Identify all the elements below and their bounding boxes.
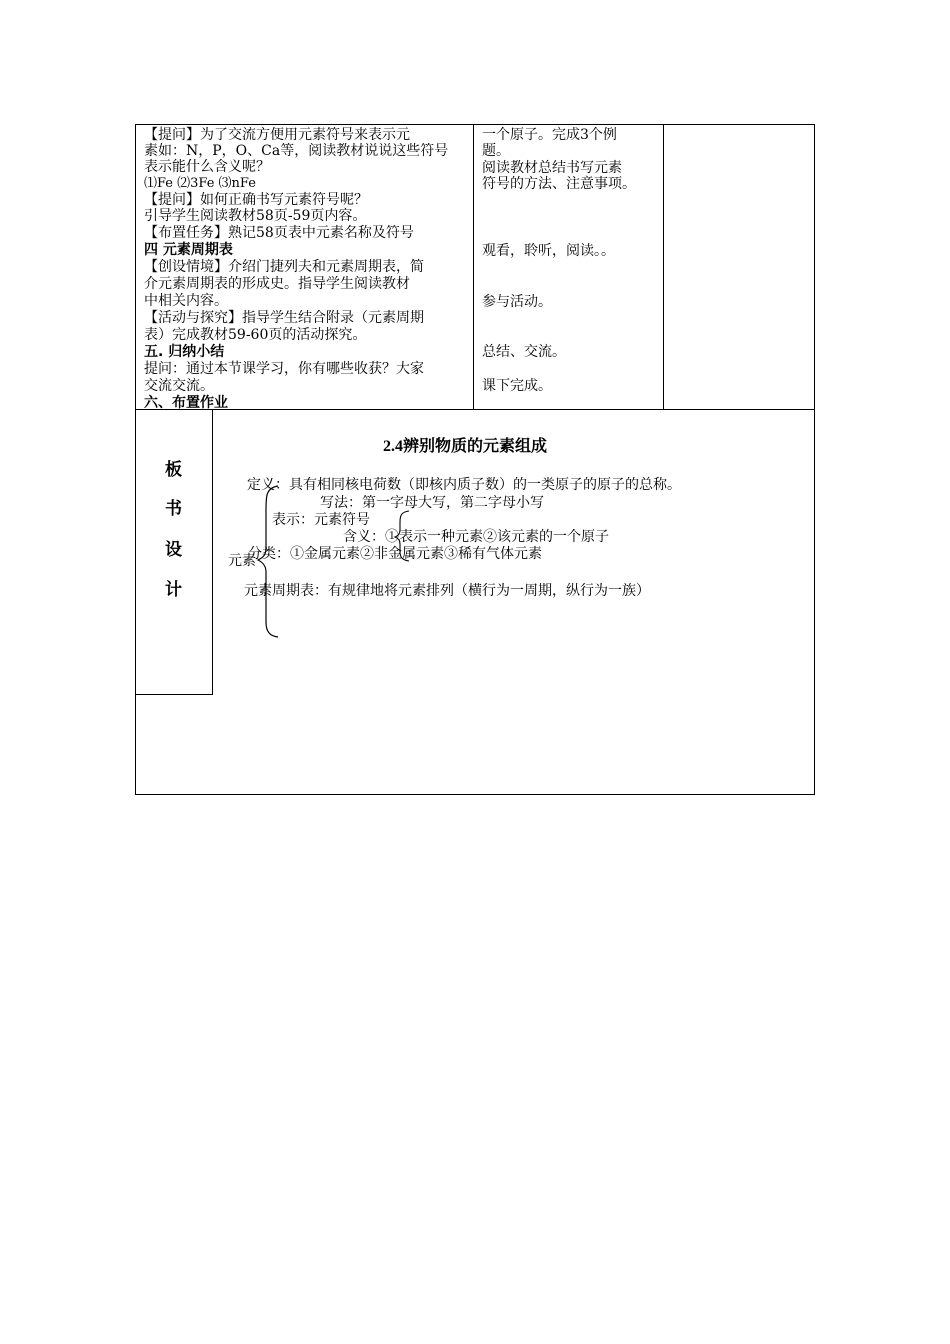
mid-line: 符号的方法、注意事项。	[482, 176, 636, 192]
section-heading: 四 元素周期表	[144, 242, 233, 258]
left-line: 【提问】为了交流方便用元素符号来表示元	[144, 127, 410, 143]
left-line: 介元素周期表的形成史。指导学生阅读教材	[144, 276, 410, 292]
left-line: 【创设情境】介绍门捷列夫和元素周期表，简	[144, 259, 424, 275]
mid-line: 题。	[482, 143, 510, 159]
board-label-char: 书	[165, 499, 182, 519]
left-line: 素如：N，P，O、Ca等，阅读教材说说这些符号	[144, 143, 449, 159]
left-line: 【活动与探究】指导学生结合附录（元素周期	[144, 310, 424, 326]
mid-line: 阅读教材总结书写元素	[482, 160, 622, 176]
board-title: 2.4辨别物质的元素组成	[383, 438, 548, 455]
mid-line: 观看，聆听，阅读。。	[482, 243, 615, 259]
left-line: 【提问】如何正确书写元素符号呢？	[144, 192, 368, 208]
left-line: 提问：通过本节课学习，你有哪些收获？大家	[144, 361, 424, 377]
board-label-char: 板	[165, 460, 182, 480]
section-heading: 六、布置作业	[144, 395, 228, 411]
mid-line: 参与活动。	[482, 294, 552, 310]
left-line: 交流交流。	[144, 378, 214, 394]
left-line: 表）完成教材59-60页的活动探究。	[144, 327, 367, 343]
left-line: 表示能什么含义呢？	[144, 159, 270, 175]
board-label-char: 计	[165, 580, 182, 600]
left-line: 引导学生阅读教材58页-59页内容。	[144, 208, 367, 224]
left-line: ⑴Fe ⑵3Fe ⑶nFe	[144, 176, 256, 191]
writing-rule-text: 写法：第一字母大写，第二字母小写	[320, 495, 544, 511]
root-label: 元素	[228, 553, 256, 569]
notation-text: 表示：元素符号	[272, 512, 370, 528]
classification-text: 分类：①金属元素②非金属元素③稀有气体元素	[248, 546, 542, 562]
mid-line: 课下完成。	[482, 378, 552, 394]
meaning-text: 含义：①表示一种元素②该元素的一个原子	[343, 529, 609, 545]
section-heading: 五. 归纳小结	[144, 344, 225, 360]
mid-line: 总结、交流。	[482, 344, 566, 360]
mid-line: 一个原子。完成3个例	[482, 127, 617, 143]
left-line: 中相关内容。	[144, 293, 228, 309]
periodic-table-text: 元素周期表：有规律地将元素排列（横行为一周期，纵行为一族）	[244, 583, 650, 599]
left-line: 【布置任务】熟记58页表中元素名称及符号	[144, 225, 414, 241]
definition-text: 定义：具有相同核电荷数（即核内质子数）的一类原子的原子的总称。	[247, 477, 681, 493]
board-label-char: 设	[165, 540, 182, 560]
